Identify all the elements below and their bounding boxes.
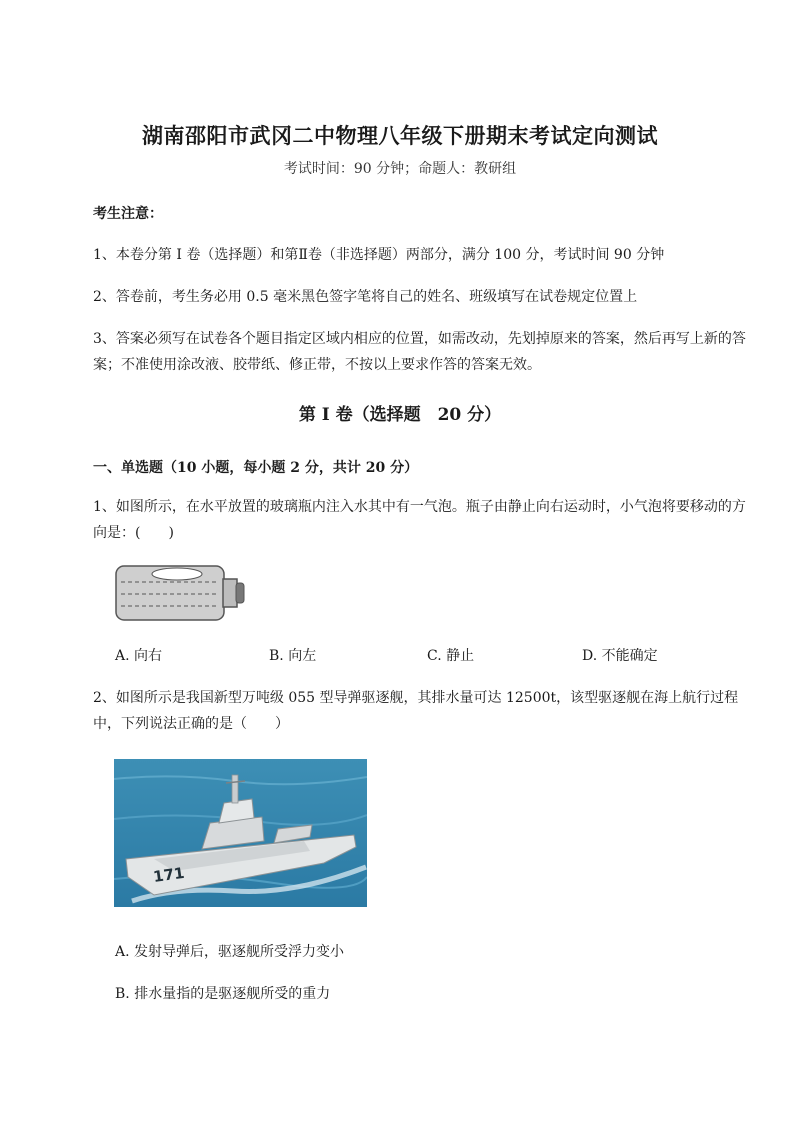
exam-subtitle: 考试时间：90 分钟；命题人：教研组 (283, 161, 517, 177)
question-2-option-b: B. 排水量指的是驱逐舰所受的重力 (115, 986, 331, 1002)
bottle-figure (115, 565, 245, 621)
question-1-option-d: D. 不能确定 (582, 648, 658, 664)
air-bubble (152, 568, 202, 580)
notice-item-3: 3、答案必须写在试卷各个题目指定区域内相应的位置，如需改动，先划掉原来的答案，然后再写上新的答案；不准使用涂改液、胶带纸、修正带，不按以上要求作答的答案无效。 (93, 331, 746, 373)
question-1-option-a: A. 向右 (115, 648, 163, 664)
destroyer-photo (114, 759, 367, 907)
exam-title: 湖南邵阳市武冈二中物理八年级下册期末考试定向测试 (142, 123, 658, 148)
question-1-stem: 1、如图所示，在水平放置的玻璃瓶内注入水其中有一气泡。瓶子由静止向右运动时，小气泡将要移动的方向是：( ) (93, 499, 746, 541)
question-1-option-c: C. 静止 (427, 648, 475, 664)
notice-item-2: 2、答卷前，考生务必用 0.5 毫米黑色签字笔将自己的姓名、班级填写在试卷规定位置上 (93, 289, 638, 305)
notice-item-1: 1、本卷分第 I 卷（选择题）和第Ⅱ卷（非选择题）两部分，满分 100 分，考试时间 90 分钟 (93, 247, 665, 263)
question-1-option-b: B. 向左 (269, 648, 317, 664)
notice-heading: 考生注意： (93, 206, 163, 222)
part-heading: 一、单选题（10 小题，每小题 2 分，共计 20 分） (93, 460, 419, 476)
question-2-stem: 2、如图所示是我国新型万吨级 055 型导弹驱逐舰，其排水量可达 12500t，该型驱逐舰在海上航行过程中，下列说法正确的是（ ） (93, 690, 739, 732)
question-2-option-a: A. 发射导弹后，驱逐舰所受浮力变小 (115, 944, 345, 960)
section-title: 第 I 卷（选择题 20 分） (298, 405, 502, 425)
ship-hull-number: 171 (152, 863, 186, 886)
